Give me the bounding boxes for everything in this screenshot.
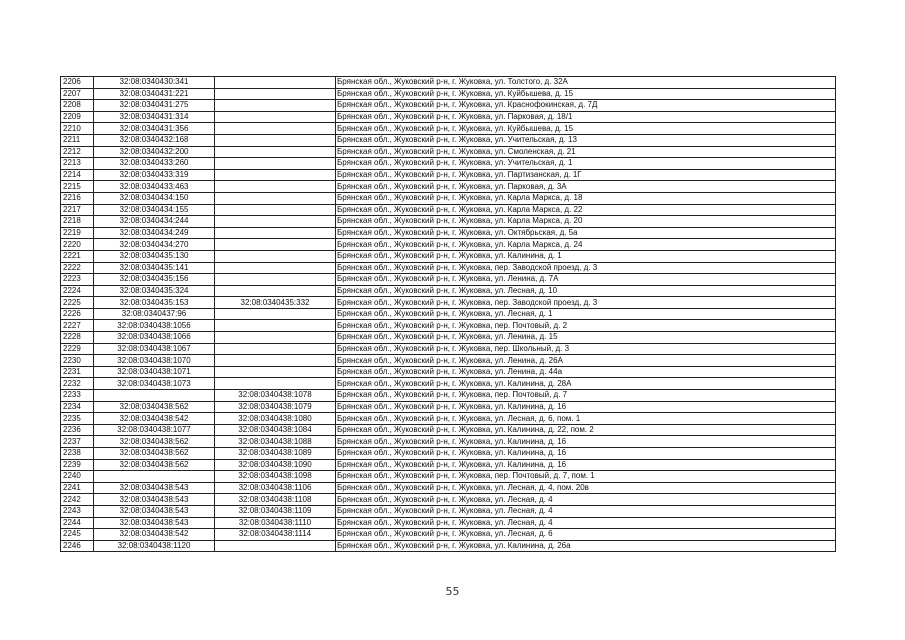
row-number-cell: 2217 (61, 204, 94, 216)
table-row (61, 529, 836, 541)
cadastral-number-cell: 32:08:0340431:314 (94, 111, 215, 123)
row-number-cell: 2221 (61, 250, 94, 262)
address-cell: Брянская обл., Жуковский р-н, г. Жуковка, ул. Парковая, д. 3А (336, 181, 836, 193)
building-number-cell (215, 332, 336, 344)
address-cell: Брянская обл., Жуковский р-н, г. Жуковка, ул. Калинина, д. 28А (336, 378, 836, 390)
building-number-cell: 32:08:0340438:1088 (215, 436, 336, 448)
building-number-cell: 32:08:0340438:1080 (215, 413, 336, 425)
cadastral-number-cell: 32:08:0340435:153 (94, 297, 215, 309)
cadastral-number-cell: 32:08:0340438:543 (94, 494, 215, 506)
building-number-cell: 32:08:0340438:1090 (215, 459, 336, 471)
address-cell: Брянская обл., Жуковский р-н, г. Жуковка, ул. Лесная, д. 4 (336, 494, 836, 506)
cadastral-number-cell: 32:08:0340435:324 (94, 285, 215, 297)
row-number-cell: 2222 (61, 262, 94, 274)
address-cell: Брянская обл., Жуковский р-н, г. Жуковка, ул. Ленина, д. 26А (336, 355, 836, 367)
cadastral-number-cell: 32:08:0340438:543 (94, 517, 215, 529)
cadastral-number-cell: 32:08:0340435:156 (94, 274, 215, 286)
row-number-cell: 2207 (61, 88, 94, 100)
cadastral-number-cell (94, 390, 215, 402)
page-number: 55 (445, 585, 460, 598)
table-row (61, 169, 836, 181)
address-cell: Брянская обл., Жуковский р-н, г. Жуковка, ул. Калинина, д. 16 (336, 436, 836, 448)
address-cell: Брянская обл., Жуковский р-н, г. Жуковка, ул. Ленина, д. 44а (336, 366, 836, 378)
table-row (61, 378, 836, 390)
row-number-cell: 2237 (61, 436, 94, 448)
cadastral-number-cell: 32:08:0340433:319 (94, 169, 215, 181)
address-cell: Брянская обл., Жуковский р-н, г. Жуковка, пер. Заводской проезд, д. 3 (336, 262, 836, 274)
row-number-cell: 2206 (61, 77, 94, 89)
row-number-cell: 2209 (61, 111, 94, 123)
table-row (61, 320, 836, 332)
table-row (61, 227, 836, 239)
cadastral-number-cell: 32:08:0340435:130 (94, 250, 215, 262)
address-cell: Брянская обл., Жуковский р-н, г. Жуковка, пер. Почтовый, д. 7 (336, 390, 836, 402)
address-cell: Брянская обл., Жуковский р-н, г. Жуковка, ул. Партизанская, д. 1Г (336, 169, 836, 181)
address-cell: Брянская обл., Жуковский р-н, г. Жуковка, ул. Краснофокинская, д. 7Д (336, 100, 836, 112)
cadastral-number-cell (94, 471, 215, 483)
cadastral-number-cell: 32:08:0340438:562 (94, 459, 215, 471)
table-row (61, 390, 836, 402)
cadastral-number-cell: 32:08:0340431:275 (94, 100, 215, 112)
address-cell: Брянская обл., Жуковский р-н, г. Жуковка, ул. Октябрьская, д. 5а (336, 227, 836, 239)
building-number-cell: 32:08:0340438:1110 (215, 517, 336, 529)
table-row (61, 146, 836, 158)
row-number-cell: 2214 (61, 169, 94, 181)
row-number-cell: 2234 (61, 401, 94, 413)
table-row (61, 239, 836, 251)
row-number-cell: 2238 (61, 448, 94, 460)
row-number-cell: 2228 (61, 332, 94, 344)
cadastral-number-cell: 32:08:0340438:562 (94, 448, 215, 460)
table-row (61, 332, 836, 344)
row-number-cell: 2218 (61, 216, 94, 228)
table-row (61, 77, 836, 89)
address-cell: Брянская обл., Жуковский р-н, г. Жуковка, ул. Калинина, д. 26а (336, 540, 836, 552)
row-number-cell: 2235 (61, 413, 94, 425)
address-cell: Брянская обл., Жуковский р-н, г. Жуковка, ул. Калинина, д. 16 (336, 448, 836, 460)
table-row (61, 204, 836, 216)
table-row (61, 540, 836, 552)
row-number-cell: 2225 (61, 297, 94, 309)
table-row (61, 158, 836, 170)
building-number-cell (215, 274, 336, 286)
address-cell: Брянская обл., Жуковский р-н, г. Жуковка, ул. Лесная, д. 4 (336, 517, 836, 529)
address-cell: Брянская обл., Жуковский р-н, г. Жуковка, ул. Лесная, д. 6 (336, 529, 836, 541)
table-row (61, 100, 836, 112)
building-number-cell: 32:08:0340438:1114 (215, 529, 336, 541)
building-number-cell (215, 227, 336, 239)
table-row (61, 517, 836, 529)
table-row (61, 366, 836, 378)
address-cell: Брянская обл., Жуковский р-н, г. Жуковка, ул. Карла Маркса, д. 22 (336, 204, 836, 216)
cadastral-number-cell: 32:08:0340434:270 (94, 239, 215, 251)
cadastral-number-cell: 32:08:0340438:1073 (94, 378, 215, 390)
table-row (61, 308, 836, 320)
cadastral-number-cell: 32:08:0340435:141 (94, 262, 215, 274)
building-number-cell (215, 181, 336, 193)
row-number-cell: 2232 (61, 378, 94, 390)
row-number-cell: 2211 (61, 134, 94, 146)
address-cell: Брянская обл., Жуковский р-н, г. Жуковка, ул. Лесная, д. 1 (336, 308, 836, 320)
building-number-cell: 32:08:0340438:1084 (215, 424, 336, 436)
table-row (61, 134, 836, 146)
cadastral-number-cell: 32:08:0340438:562 (94, 436, 215, 448)
building-number-cell: 32:08:0340438:1078 (215, 390, 336, 402)
row-number-cell: 2220 (61, 239, 94, 251)
row-number-cell: 2244 (61, 517, 94, 529)
row-number-cell: 2230 (61, 355, 94, 367)
row-number-cell: 2227 (61, 320, 94, 332)
table-row (61, 355, 836, 367)
row-number-cell: 2233 (61, 390, 94, 402)
address-cell: Брянская обл., Жуковский р-н, г. Жуковка, ул. Карла Маркса, д. 18 (336, 192, 836, 204)
cadastral-number-cell: 32:08:0340430:341 (94, 77, 215, 89)
address-cell: Брянская обл., Жуковский р-н, г. Жуковка, ул. Ленина, д. 15 (336, 332, 836, 344)
address-cell: Брянская обл., Жуковский р-н, г. Жуковка, ул. Ленина, д. 7А (336, 274, 836, 286)
cadastral-number-cell: 32:08:0340431:221 (94, 88, 215, 100)
table-row (61, 401, 836, 413)
building-number-cell (215, 285, 336, 297)
building-number-cell (215, 355, 336, 367)
cadastral-number-cell: 32:08:0340431:356 (94, 123, 215, 135)
address-cell: Брянская обл., Жуковский р-н, г. Жуковка, ул. Лесная, д. 6, пом. 1 (336, 413, 836, 425)
table-row (61, 216, 836, 228)
address-cell: Брянская обл., Жуковский р-н, г. Жуковка, пер. Школьный, д. 3 (336, 343, 836, 355)
cadastral-number-cell: 32:08:0340432:200 (94, 146, 215, 158)
building-number-cell (215, 540, 336, 552)
row-number-cell: 2243 (61, 505, 94, 517)
table-row (61, 274, 836, 286)
building-number-cell (215, 366, 336, 378)
address-cell: Брянская обл., Жуковский р-н, г. Жуковка, пер. Почтовый, д. 7, пом. 1 (336, 471, 836, 483)
table-row (61, 181, 836, 193)
building-number-cell: 32:08:0340438:1089 (215, 448, 336, 460)
table-row (61, 343, 836, 355)
address-cell: Брянская обл., Жуковский р-н, г. Жуковка, ул. Карла Маркса, д. 20 (336, 216, 836, 228)
table-row (61, 448, 836, 460)
cadastral-number-cell: 32:08:0340433:463 (94, 181, 215, 193)
row-number-cell: 2212 (61, 146, 94, 158)
building-number-cell: 32:08:0340438:1108 (215, 494, 336, 506)
building-number-cell (215, 204, 336, 216)
cadastral-number-cell: 32:08:0340438:542 (94, 529, 215, 541)
building-number-cell: 32:08:0340438:1106 (215, 482, 336, 494)
row-number-cell: 2240 (61, 471, 94, 483)
building-number-cell: 32:08:0340438:1098 (215, 471, 336, 483)
table-row (61, 88, 836, 100)
building-number-cell (215, 343, 336, 355)
cadastral-number-cell: 32:08:0340438:1070 (94, 355, 215, 367)
row-number-cell: 2245 (61, 529, 94, 541)
cadastral-number-cell: 32:08:0340438:1056 (94, 320, 215, 332)
address-cell: Брянская обл., Жуковский р-н, г. Жуковка, ул. Смоленская, д. 21 (336, 146, 836, 158)
address-cell: Брянская обл., Жуковский р-н, г. Жуковка, ул. Куйбышева, д. 15 (336, 123, 836, 135)
address-cell: Брянская обл., Жуковский р-н, г. Жуковка, ул. Учительская, д. 13 (336, 134, 836, 146)
address-cell: Брянская обл., Жуковский р-н, г. Жуковка, ул. Калинина, д. 16 (336, 401, 836, 413)
building-number-cell (215, 123, 336, 135)
building-number-cell (215, 77, 336, 89)
building-number-cell: 32:08:0340438:1079 (215, 401, 336, 413)
cadastral-number-cell: 32:08:0340438:543 (94, 482, 215, 494)
cadastral-number-cell: 32:08:0340438:1066 (94, 332, 215, 344)
address-cell: Брянская обл., Жуковский р-н, г. Жуковка, ул. Толстого, д. 32А (336, 77, 836, 89)
row-number-cell: 2231 (61, 366, 94, 378)
cadastral-number-cell: 32:08:0340437:96 (94, 308, 215, 320)
building-number-cell (215, 100, 336, 112)
table-row (61, 505, 836, 517)
cadastral-number-cell: 32:08:0340434:155 (94, 204, 215, 216)
cadastral-number-cell: 32:08:0340438:1067 (94, 343, 215, 355)
table-row (61, 436, 836, 448)
row-number-cell: 2246 (61, 540, 94, 552)
table-body (61, 77, 836, 552)
row-number-cell: 2216 (61, 192, 94, 204)
table-row (61, 250, 836, 262)
row-number-cell: 2239 (61, 459, 94, 471)
row-number-cell: 2223 (61, 274, 94, 286)
building-number-cell (215, 378, 336, 390)
row-number-cell: 2241 (61, 482, 94, 494)
address-cell: Брянская обл., Жуковский р-н, г. Жуковка, ул. Карла Маркса, д. 24 (336, 239, 836, 251)
table-row (61, 471, 836, 483)
cadastral-number-cell: 32:08:0340432:168 (94, 134, 215, 146)
cadastral-number-cell: 32:08:0340438:543 (94, 505, 215, 517)
table-row (61, 494, 836, 506)
table-row (61, 482, 836, 494)
building-number-cell (215, 262, 336, 274)
building-number-cell (215, 88, 336, 100)
cadastral-number-cell: 32:08:0340438:562 (94, 401, 215, 413)
address-cell: Брянская обл., Жуковский р-н, г. Жуковка, пер. Заводской проезд, д. 3 (336, 297, 836, 309)
cadastral-number-cell: 32:08:0340434:150 (94, 192, 215, 204)
building-number-cell: 32:08:0340435:332 (215, 297, 336, 309)
cadastral-number-cell: 32:08:0340433:260 (94, 158, 215, 170)
table-row (61, 111, 836, 123)
row-number-cell: 2226 (61, 308, 94, 320)
cadastral-table (60, 76, 836, 552)
row-number-cell: 2219 (61, 227, 94, 239)
row-number-cell: 2242 (61, 494, 94, 506)
row-number-cell: 2224 (61, 285, 94, 297)
building-number-cell (215, 250, 336, 262)
address-cell: Брянская обл., Жуковский р-н, г. Жуковка, ул. Куйбышева, д. 15 (336, 88, 836, 100)
table-row (61, 192, 836, 204)
table-row (61, 123, 836, 135)
building-number-cell (215, 308, 336, 320)
cadastral-number-cell: 32:08:0340438:1071 (94, 366, 215, 378)
address-cell: Брянская обл., Жуковский р-н, г. Жуковка, ул. Парковая, д. 18/1 (336, 111, 836, 123)
building-number-cell (215, 158, 336, 170)
row-number-cell: 2236 (61, 424, 94, 436)
table-row (61, 297, 836, 309)
table-row (61, 262, 836, 274)
building-number-cell (215, 320, 336, 332)
building-number-cell (215, 111, 336, 123)
row-number-cell: 2213 (61, 158, 94, 170)
building-number-cell (215, 146, 336, 158)
building-number-cell (215, 239, 336, 251)
row-number-cell: 2210 (61, 123, 94, 135)
address-cell: Брянская обл., Жуковский р-н, г. Жуковка, ул. Калинина, д. 1 (336, 250, 836, 262)
cadastral-number-cell: 32:08:0340434:249 (94, 227, 215, 239)
address-cell: Брянская обл., Жуковский р-н, г. Жуковка, ул. Калинина, д. 22, пом. 2 (336, 424, 836, 436)
address-cell: Брянская обл., Жуковский р-н, г. Жуковка, ул. Лесная, д. 10 (336, 285, 836, 297)
address-cell: Брянская обл., Жуковский р-н, г. Жуковка, ул. Лесная, д. 4 (336, 505, 836, 517)
row-number-cell: 2229 (61, 343, 94, 355)
address-cell: Брянская обл., Жуковский р-н, г. Жуковка, ул. Лесная, д. 4, пом. 20в (336, 482, 836, 494)
row-number-cell: 2208 (61, 100, 94, 112)
table-row (61, 459, 836, 471)
address-cell: Брянская обл., Жуковский р-н, г. Жуковка, пер. Почтовый, д. 2 (336, 320, 836, 332)
cadastral-number-cell: 32:08:0340438:542 (94, 413, 215, 425)
cadastral-number-cell: 32:08:0340438:1077 (94, 424, 215, 436)
table-row (61, 413, 836, 425)
table-row (61, 424, 836, 436)
table-row (61, 285, 836, 297)
building-number-cell: 32:08:0340438:1109 (215, 505, 336, 517)
building-number-cell (215, 192, 336, 204)
building-number-cell (215, 169, 336, 181)
cadastral-number-cell: 32:08:0340438:1120 (94, 540, 215, 552)
building-number-cell (215, 216, 336, 228)
address-cell: Брянская обл., Жуковский р-н, г. Жуковка, ул. Калинина, д. 16 (336, 459, 836, 471)
building-number-cell (215, 134, 336, 146)
cadastral-number-cell: 32:08:0340434:244 (94, 216, 215, 228)
row-number-cell: 2215 (61, 181, 94, 193)
address-cell: Брянская обл., Жуковский р-н, г. Жуковка, ул. Учительская, д. 1 (336, 158, 836, 170)
